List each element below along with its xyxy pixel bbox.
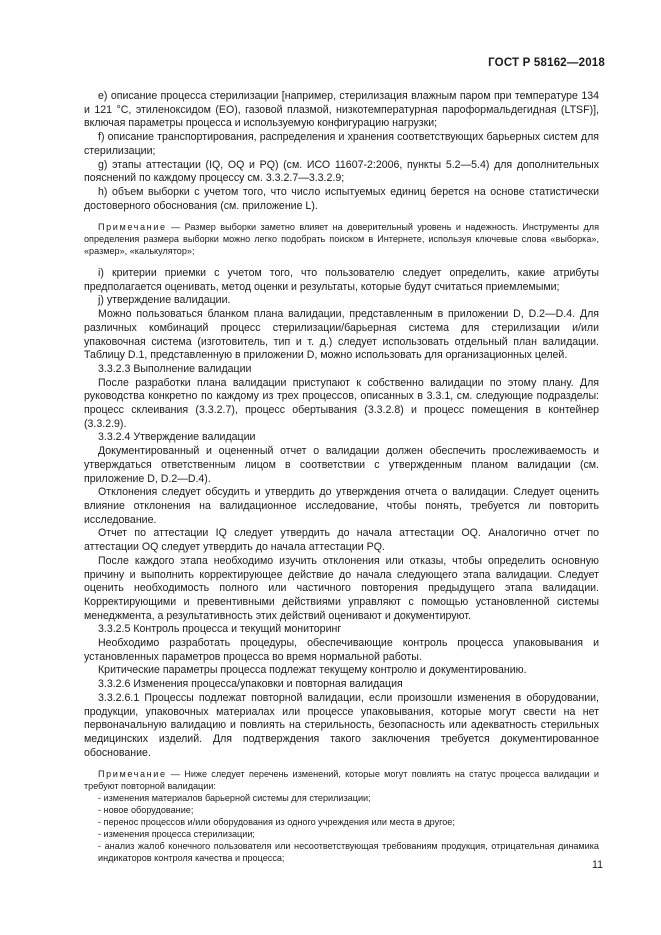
- section-heading-3323: 3.3.2.3 Выполнение валидации: [98, 362, 252, 375]
- paragraph-33261: 3.3.2.6.1 Процессы подлежат повторной валидации, если произошли изменения в оборудовании, продукции, упаковочных материалах или процессе упаковывания, которые могут свести на нет первоначальную валидацию и повлиять на стерильность, безопасность или адекватность стерильных медицинских изделий. Для подтверждения такого заключения требуется документированное обоснование.: [84, 691, 599, 759]
- page-number: 11: [592, 859, 603, 871]
- paragraph-3324-deviations: Отклонения следует обсудить и утвердить до утверждения отчета о валидации. Следует оценить влияние отклонения на валидационное исследование, чтобы понять, требуется ли повторить исследование.: [84, 486, 599, 526]
- list-item: - новое оборудование;: [98, 805, 194, 816]
- note-label: Примечание: [98, 769, 167, 780]
- paragraph-3325-procedures: Необходимо разработать процедуры, обеспечивающие контроль процесса упаковывания и установленных параметров процесса во время нормальной работы.: [84, 637, 599, 663]
- section-heading-3324: 3.3.2.4 Утверждение валидации: [98, 431, 256, 444]
- list-item: - изменения процесса стерилизации;: [98, 828, 255, 839]
- list-item-i: i) критерии приемки с учетом того, что пользователю следует определить, какие атрибуты предполагается оценивать, метод оценки и результаты, которые будут считаться приемлемыми;: [84, 267, 599, 293]
- note-text: — Размер выборки заметно влияет на доверительный уровень и надежность. Инструменты для определения размера выборки можно легко подобрать поиском в Интернете, используя ключевые слова «выборка», «размер», «калькулятор»;: [84, 222, 599, 257]
- section-heading-3325: 3.3.2.5 Контроль процесса и текущий мониторинг: [98, 623, 342, 636]
- list-item-e: e) описание процесса стерилизации [например, стерилизация влажным паром при температуре 134 и 121 °С, этиленоксидом (ЕО), газовой плазмой, низкотемпературная пароформальдегидная (LTSF)], включая параметры процесса и используемую конфигурацию нагрузки;: [84, 90, 599, 130]
- page-content: [84, 90, 599, 865]
- paragraph-form: Можно пользоваться бланком плана валидации, представленным в приложении D, D.2—D.4. Для различных комбинаций процесс стерилизации/барьерная система для стерилизации и/или упаковочная система (изготовитель, тип и т. д.) следует использовать отдельный план валидации. Таблицу D.1, представленную в приложении D, можно использовать для организационных целей.: [84, 308, 599, 362]
- paragraph-3325-critical: Критические параметры процесса подлежат текущему контролю и документированию.: [98, 664, 527, 677]
- paragraph-3324-report: Документированный и оцененный отчет о валидации должен обеспечить прослеживаемость и утверждаться ответственным лицом в соответствии с утвержденным планом валидации (см. приложение D, D.2—D.4).: [84, 445, 599, 485]
- paragraph-3324-capa: После каждого этапа необходимо изучить отклонения или отказы, чтобы определить основную причину и выполнить корректирующее действие до начала следующего этапа валидации. Следует оценить необходимость полного или частичного повторения предыдущего этапа валидации. Корректирующими и превентивными действиями управляют с помощью установленной системы менеджмента, а результативность этих действий оценивают и документируют.: [84, 554, 599, 622]
- section-heading-3326: 3.3.2.6 Изменения процесса/упаковки и повторная валидация: [98, 678, 403, 691]
- paragraph-3323: После разработки плана валидации приступают к собственно валидации по этому плану. Для руководства конкретно по каждому из трех процессов, описанных в 3.3.1, см. следующие подразделы: процесс склеивания (3.3.2.7), процесс обертывания (3.3.2.8) и процесс помещения в контейнер (3.3.2.9).: [84, 376, 599, 430]
- list-item: - анализ жалоб конечного пользователя или несоответствующая требованиям продукция, отрицательная динамика индикаторов контроля качества и процесса;: [98, 840, 599, 863]
- list-item-f: f) описание транспортирования, распределения и хранения соответствующих барьерных систем для стерилизации;: [84, 131, 599, 157]
- list-item: - изменения материалов барьерной системы для стерилизации;: [98, 793, 371, 804]
- changes-list: [84, 793, 599, 864]
- standard-header: ГОСТ Р 58162—2018: [488, 57, 605, 69]
- list-item-g: g) этапы аттестации (IQ, OQ и PQ) (см. ИСО 11607-2:2006, пункты 5.2—5.4) для дополнительных пояснений по каждому процессу см. 3.3.2.7—3.3.2.9;: [84, 158, 599, 185]
- note-changes: [84, 769, 599, 793]
- note-sample-size: [84, 222, 599, 258]
- list-item: - перенос процессов и/или оборудования из одного учреждения или места в другое;: [98, 816, 455, 827]
- note-label: Примечание: [98, 222, 167, 233]
- list-item-j: j) утверждение валидации.: [98, 294, 231, 307]
- note-text: — Ниже следует перечень изменений, которые могут повлиять на статус процесса валидации и требуют повторной валидации:: [84, 769, 599, 792]
- paragraph-3324-iq-oq: Отчет по аттестации IQ следует утвердить до начала аттестации OQ. Аналогично отчет по аттестации OQ следует утвердить до начала аттестации PQ.: [84, 527, 599, 554]
- list-item-h: h) объем выборки с учетом того, что число испытуемых единиц берется на основе статистически достоверного обоснования (см. приложение L).: [84, 185, 599, 212]
